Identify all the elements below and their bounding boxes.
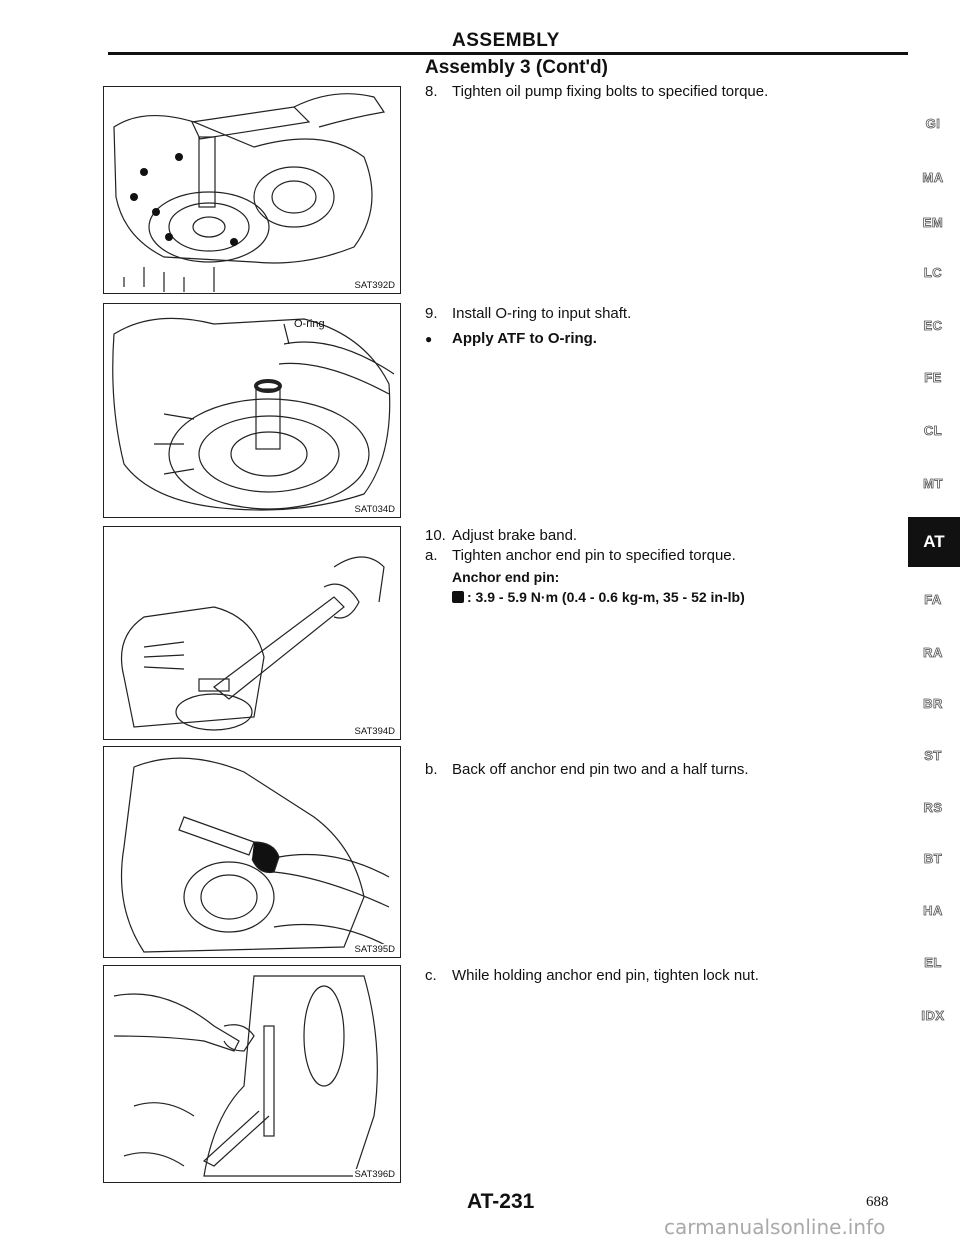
- figure-code: SAT395D: [354, 944, 395, 955]
- side-tab-at-active[interactable]: AT: [908, 517, 960, 567]
- step-number: b.: [425, 761, 438, 778]
- side-tab-lc[interactable]: LC: [923, 265, 943, 280]
- figure-o-ring: [103, 303, 401, 518]
- spec-value: [452, 588, 745, 607]
- sheet-number: 688: [866, 1194, 889, 1210]
- page-header-title: ASSEMBLY: [452, 30, 560, 51]
- side-tab-fe[interactable]: FE: [924, 370, 942, 385]
- spec-value-text: : 3.9 - 5.9 N·m (0.4 - 0.6 kg-m, 35 - 52 in-lb): [467, 589, 745, 605]
- side-tab-mt[interactable]: MT: [923, 476, 943, 491]
- step-text: Adjust brake band.: [452, 527, 578, 544]
- figure-anchor-pin-torque-drawing: [104, 527, 400, 739]
- side-tab-idx[interactable]: IDX: [921, 1008, 945, 1023]
- step-8: [425, 82, 768, 102]
- side-tab-gi[interactable]: GI: [925, 116, 941, 131]
- side-tab-em[interactable]: EM: [922, 215, 944, 230]
- step-10c: [425, 966, 759, 986]
- section-title: Assembly 3 (Cont'd): [425, 57, 608, 78]
- step-9: [425, 304, 631, 324]
- step-10: [425, 526, 577, 546]
- side-tab-ra[interactable]: RA: [923, 645, 943, 660]
- step-number: 8.: [425, 83, 438, 100]
- step-text: Tighten oil pump fixing bolts to specified torque.: [452, 83, 769, 100]
- figure-oil-pump-bolts: [103, 86, 401, 294]
- torque-icon: [452, 591, 464, 603]
- figure-lock-nut: [103, 965, 401, 1183]
- figure-code: SAT034D: [354, 504, 395, 515]
- figure-anchor-pin-back-off-drawing: [104, 747, 400, 957]
- o-ring-label: O-ring: [294, 318, 325, 330]
- step-10a: [425, 546, 736, 566]
- step-text: While holding anchor end pin, tighten lock nut.: [452, 967, 759, 984]
- side-tab-br[interactable]: BR: [923, 696, 943, 711]
- bullet-icon: ●: [425, 332, 433, 346]
- step-number: 10.: [425, 527, 446, 544]
- side-tab-fa[interactable]: FA: [924, 592, 942, 607]
- step-number: a.: [425, 547, 438, 564]
- figure-code: SAT396D: [354, 1169, 395, 1180]
- step-note-text: Apply ATF to O-ring.: [452, 330, 597, 347]
- step-9-note: [425, 329, 597, 349]
- side-tab-el[interactable]: EL: [924, 955, 942, 970]
- side-tab-ec[interactable]: EC: [923, 318, 943, 333]
- page-number: AT-231: [467, 1190, 535, 1213]
- side-tab-bt[interactable]: BT: [923, 851, 943, 866]
- step-number: 9.: [425, 305, 438, 322]
- spec-title: Anchor end pin:: [452, 569, 560, 585]
- figure-lock-nut-drawing: [104, 966, 400, 1182]
- step-10b: [425, 760, 749, 780]
- step-text: Back off anchor end pin two and a half turns.: [452, 761, 749, 778]
- side-tab-ma[interactable]: MA: [922, 170, 944, 185]
- side-tab-rs[interactable]: RS: [923, 800, 943, 815]
- figure-code: SAT394D: [354, 726, 395, 737]
- step-text: Install O-ring to input shaft.: [452, 305, 632, 322]
- header-rule: [108, 52, 908, 55]
- side-tab-ha[interactable]: HA: [923, 903, 943, 918]
- side-tab-st[interactable]: ST: [924, 748, 942, 763]
- figure-anchor-pin-torque: [103, 526, 401, 740]
- figure-code: SAT392D: [354, 280, 395, 291]
- watermark: carmanualsonline.info: [664, 1215, 886, 1239]
- figure-oil-pump-bolts-drawing: [104, 87, 400, 293]
- side-tab-cl[interactable]: CL: [923, 423, 943, 438]
- figure-o-ring-drawing: [104, 304, 400, 517]
- step-number: c.: [425, 967, 437, 984]
- figure-anchor-pin-back-off: [103, 746, 401, 958]
- step-text: Tighten anchor end pin to specified torque.: [452, 547, 736, 564]
